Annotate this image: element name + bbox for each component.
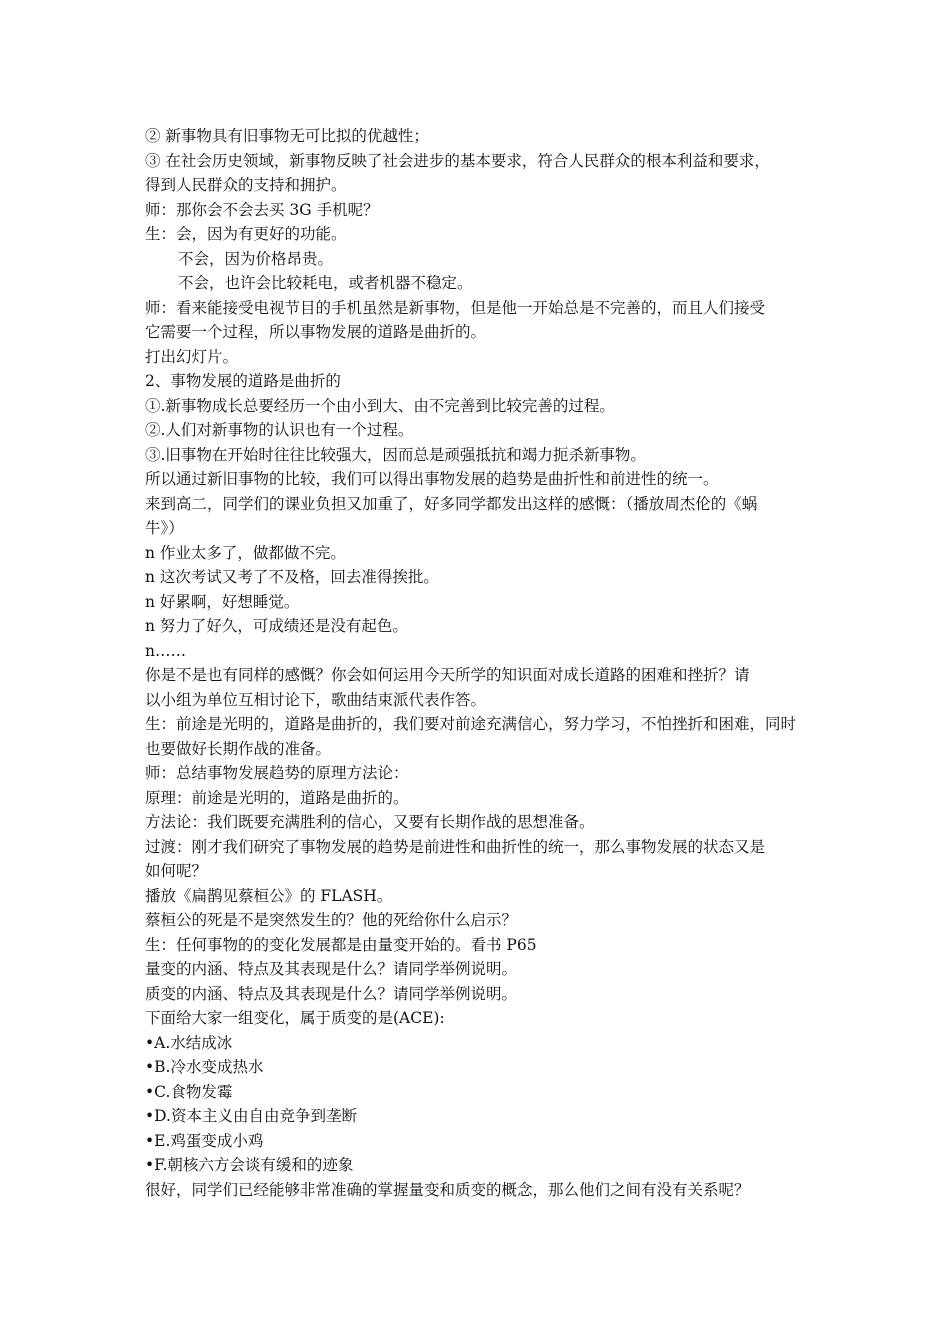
- text-line: 师：总结事物发展趋势的原理方法论：: [145, 764, 409, 782]
- text-line: n 好累啊，好想睡觉。: [145, 592, 300, 611]
- text-line: 所以通过新旧事物的比较，我们可以得出事物发展的趋势是曲折性和前进性的统一。: [145, 470, 719, 488]
- text-line: •C.食物发霉: [145, 1082, 233, 1101]
- text-line: 量变的内涵、特点及其表现是什么？请同学举例说明。: [145, 960, 518, 978]
- text-line: 原理：前途是光明的，道路是曲折的。: [145, 788, 409, 807]
- text-line: •F.朝核六方会谈有缓和的迹象: [145, 1156, 354, 1174]
- text-line: ③ 在社会历史领域，新事物反映了社会进步的基本要求，符合人民群众的根本利益和要求，: [145, 151, 770, 170]
- text-line: 生：任何事物的的变化发展都是由量变开始的。看书 P65: [145, 935, 537, 954]
- text-line: 师：那你会不会去买 3G 手机呢？: [145, 200, 379, 219]
- text-line: 蔡桓公的死是不是突然发生的？他的死给你什么启示？: [145, 911, 518, 929]
- text-line: 生：前途是光明的，道路是曲折的，我们要对前途充满信心，努力学习，不怕挫折和困难，同时: [145, 715, 797, 733]
- text-line: ①.新事物成长总要经历一个由小到大、由不完善到比较完善的过程。: [145, 396, 615, 415]
- text-line: 生：会，因为有更好的功能。: [145, 225, 347, 243]
- text-line: 很好，同学们已经能够非常准确的掌握量变和质变的概念，那么他们之间有没有关系呢？: [145, 1180, 750, 1199]
- text-line: •E.鸡蛋变成小鸡: [145, 1131, 264, 1150]
- text-line: 播放《扁鹊见蔡桓公》的 FLASH。: [145, 886, 393, 905]
- text-line: 你是不是也有同样的感慨？你会如何运用今天所学的知识面对成长道路的困难和挫折？请: [145, 666, 750, 684]
- text-line: 打出幻灯片。: [145, 347, 239, 366]
- text-line: 来到高二，同学们的课业负担又加重了，好多同学都发出这样的感慨：（播放周杰伦的《蜗: [145, 494, 758, 513]
- text-line: 它需要一个过程，所以事物发展的道路是曲折的。: [145, 323, 487, 341]
- text-line: 以小组为单位互相讨论下，歌曲结束派代表作答。: [145, 690, 487, 709]
- text-line: 方法论：我们既要充满胜利的信心，又要有长期作战的思想准备。: [145, 813, 595, 831]
- text-line: 不会，因为价格昂贵。: [178, 249, 334, 268]
- text-line: •B.冷水变成热水: [145, 1058, 264, 1076]
- text-line: ③.旧事物在开始时往往比较强大，因而总是顽强抵抗和竭力扼杀新事物。: [145, 445, 646, 464]
- text-line: n 作业太多了，做都做不完。: [145, 543, 346, 562]
- text-line: 2、事物发展的道路是曲折的: [145, 372, 341, 390]
- text-line: n……: [145, 641, 186, 660]
- text-line: 过渡：刚才我们研究了事物发展的趋势是前进性和曲折性的统一，那么事物发展的状态又是: [145, 837, 766, 856]
- text-line: 不会，也许会比较耗电，或者机器不稳定。: [178, 274, 473, 292]
- text-line: ②.人们对新事物的认识也有一个过程。: [145, 421, 414, 439]
- text-line: 得到人民群众的支持和拥护。: [145, 176, 347, 194]
- text-line: 也要做好长期作战的准备。: [145, 739, 332, 758]
- text-line: 如何呢？: [145, 862, 208, 880]
- text-line: •D.资本主义由自由竞争到垄断: [145, 1107, 357, 1125]
- text-line: 牛》）: [145, 519, 184, 537]
- text-line: ② 新事物具有旧事物无可比拟的优越性；: [145, 127, 429, 145]
- text-line: 质变的内涵、特点及其表现是什么？请同学举例说明。: [145, 984, 518, 1003]
- text-line: 下面给大家一组变化，属于质变的是(ACE):: [145, 1009, 445, 1027]
- text-line: n 这次考试又考了不及格，回去准得挨批。: [145, 568, 439, 586]
- text-line: n 努力了好久，可成绩还是没有起色。: [145, 617, 408, 635]
- document-body: [145, 124, 813, 1202]
- text-line: •A.水结成冰: [145, 1033, 233, 1052]
- text-line: 师：看来能接受电视节目的手机虽然是新事物，但是他一开始总是不完善的，而且人们接受: [145, 298, 766, 317]
